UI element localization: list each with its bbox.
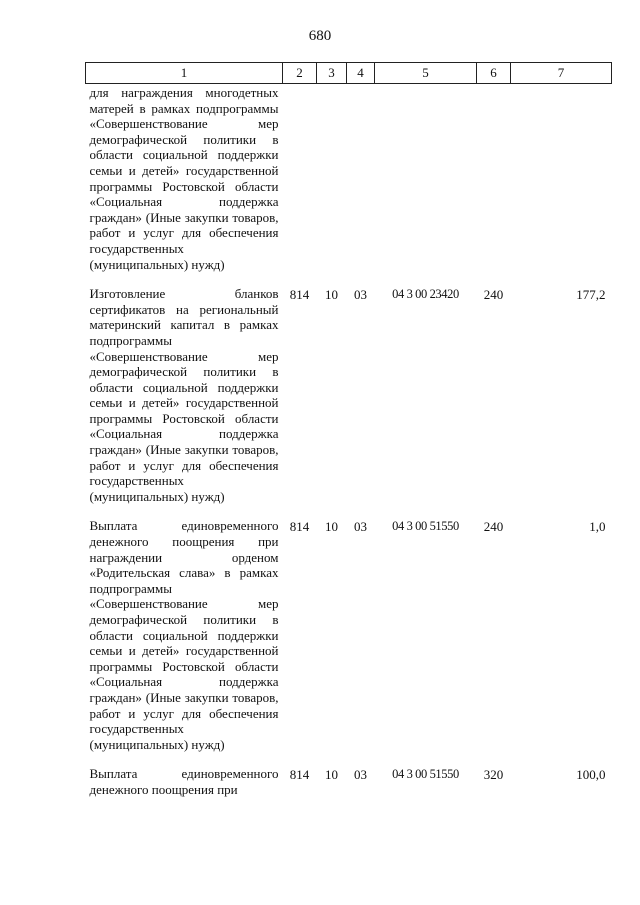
row-section [317, 84, 347, 284]
table-row [86, 84, 612, 284]
col-header: 4 [347, 63, 375, 84]
row-amount: 177,2 [576, 287, 606, 303]
col-header: 5 [375, 63, 477, 84]
row-target-code: 04 3 00 51550 [392, 519, 459, 534]
row-section: 10 [325, 287, 338, 303]
row-description: Изготовление бланков сертификатов на региональный материнский капитал в рамках подпрограммы «Совершенствование мер демографической политики в области социальной поддержки семьи и детей» государственной программы Ростовской области «Социальная поддержка граждан» (Иные закупки товаров, работ и услуг для обеспечения государственных (муниципальных) нужд) [89, 286, 279, 504]
table-header-row [86, 63, 612, 84]
row-expense-type: 240 [483, 519, 504, 535]
page-number: 680 [308, 28, 332, 44]
row-amount: 1,0 [589, 519, 606, 535]
row-subsection [347, 84, 375, 284]
row-expense-type [477, 84, 511, 284]
row-target-code: 04 3 00 51550 [392, 767, 459, 782]
row-expense-type: 240 [483, 287, 504, 303]
row-ministry-code: 814 [289, 287, 310, 303]
row-ministry-code [283, 84, 317, 284]
row-subsection: 03 [354, 519, 367, 535]
col-header: 6 [477, 63, 511, 84]
row-section: 10 [325, 519, 338, 535]
table-row [86, 283, 612, 515]
row-ministry-code: 814 [289, 519, 310, 535]
table-row [86, 515, 612, 763]
row-amount [511, 84, 612, 284]
row-description: Выплата единовременного денежного поощрения при награждении орденом «Родительская слава» в рамках подпрограммы «Совершенствование мер демографической политики в области социальной поддержки семьи и детей» государственной программы Ростовской области «Социальная поддержка граждан» (Иные закупки товаров, работ и услуг для обеспечения государственных (муниципальных) нужд) [89, 518, 279, 752]
row-description: для награждения многодетных матерей в рамках подпрограммы «Совершенствование мер демографической политики в области социальной поддержки семьи и детей» государственной программы Ростовской области «Социальная поддержка граждан» (Иные закупки товаров, работ и услуг для обеспечения государственных (муниципальных) нужд) [89, 85, 279, 272]
row-amount: 100,0 [576, 767, 606, 783]
row-ministry-code: 814 [289, 767, 310, 783]
row-subsection: 03 [354, 287, 367, 303]
table-row [86, 763, 612, 808]
row-target-code: 04 3 00 23420 [392, 287, 459, 302]
row-description: Выплата единовременного денежного поощрения при [89, 766, 279, 797]
row-target-code [375, 84, 477, 284]
row-expense-type: 320 [483, 767, 504, 783]
col-header: 1 [86, 63, 283, 84]
row-section: 10 [325, 767, 338, 783]
col-header: 7 [511, 63, 612, 84]
col-header: 2 [283, 63, 317, 84]
budget-table [85, 62, 612, 809]
row-subsection: 03 [354, 767, 367, 783]
col-header: 3 [317, 63, 347, 84]
